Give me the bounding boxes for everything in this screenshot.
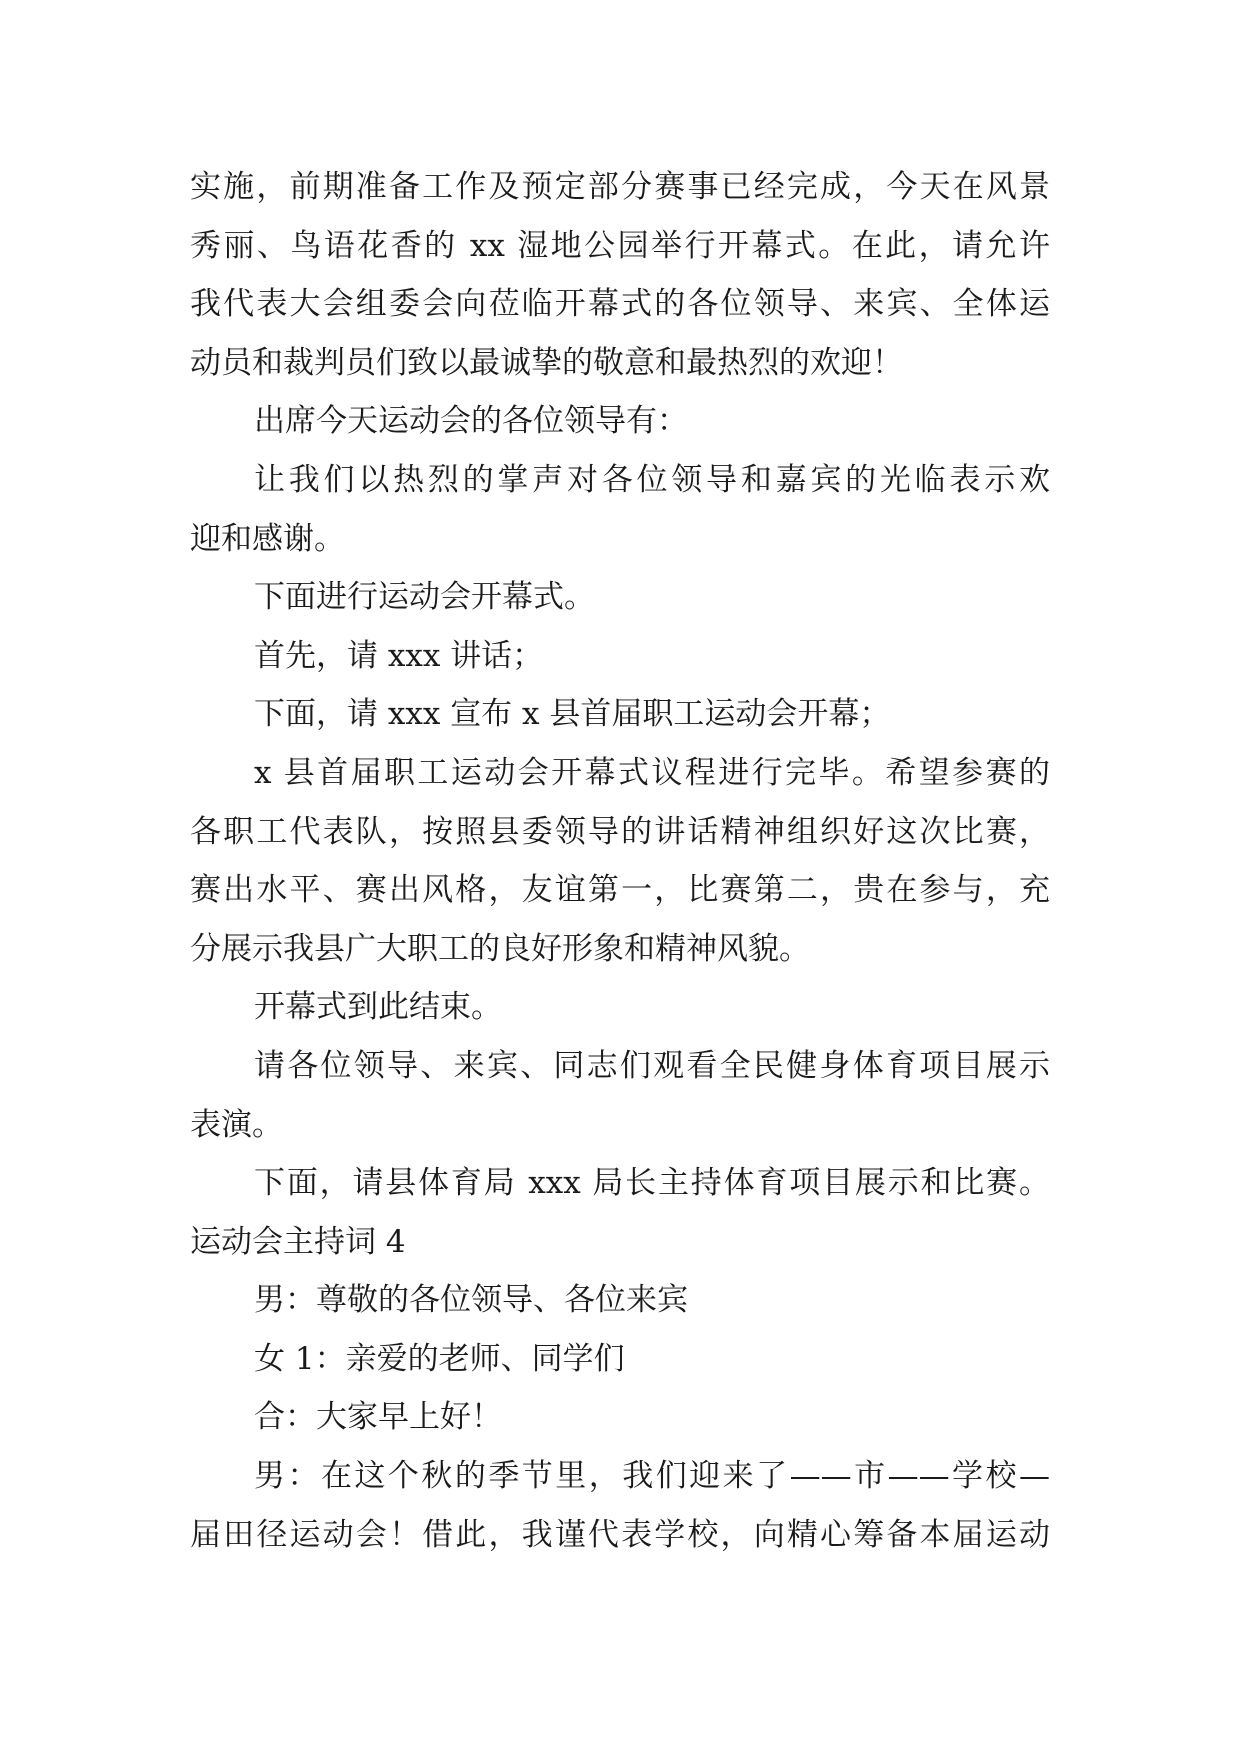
text-line: 男：在这个秋的季节里，我们迎来了——市——学校— [254,1458,1050,1495]
text-line: 开幕式到此结束。 [254,989,502,1026]
text-line: 运动会主持词 4 [190,1223,406,1260]
text-line: 秀丽、鸟语花香的 xx 湿地公园举行开幕式。在此，请允许 [190,227,1050,264]
text-line: x 县首届职工运动会开幕式议程进行完毕。希望参赛的 [254,754,1050,791]
text-line: 届田径运动会！借此，我谨代表学校，向精心筹备本届运动 [190,1516,1050,1553]
text-line: 迎和感谢。 [190,520,345,557]
text-line: 女 1：亲爱的老师、同学们 [254,1340,625,1377]
text-line: 我代表大会组委会向莅临开幕式的各位领导、来宾、全体运 [190,286,1050,323]
text-line: 让我们以热烈的掌声对各位领导和嘉宾的光临表示欢 [254,461,1050,498]
text-line: 下面进行运动会开幕式。 [254,579,595,616]
text-line: 各职工代表队，按照县委领导的讲话精神组织好这次比赛， [190,813,1050,850]
text-line: 赛出水平、赛出风格，友谊第一，比赛第二，贵在参与，充 [190,872,1050,909]
text-line: 首先，请 xxx 讲话； [254,637,544,674]
text-line: 下面，请县体育局 xxx 局长主持体育项目展示和比赛。 [254,1165,1050,1202]
text-line: 合：大家早上好！ [254,1399,502,1436]
text-line: 下面，请 xxx 宣布 x 县首届职工运动会开幕； [254,696,891,733]
text-line: 实施，前期准备工作及预定部分赛事已经完成，今天在风景 [190,169,1050,205]
text-line: 动员和裁判员们致以最诚挚的敬意和最热烈的欢迎！ [190,344,903,381]
text-line: 分展示我县广大职工的良好形象和精神风貌。 [190,930,810,967]
text-line: 表演。 [190,1106,283,1143]
text-line: 男：尊敬的各位领导、各位来宾 [254,1282,688,1319]
text-line: 请各位领导、来宾、同志们观看全民健身体育项目展示 [254,1047,1050,1084]
text-line: 出席今天运动会的各位领导有： [254,403,688,440]
document-body [190,158,1050,1564]
